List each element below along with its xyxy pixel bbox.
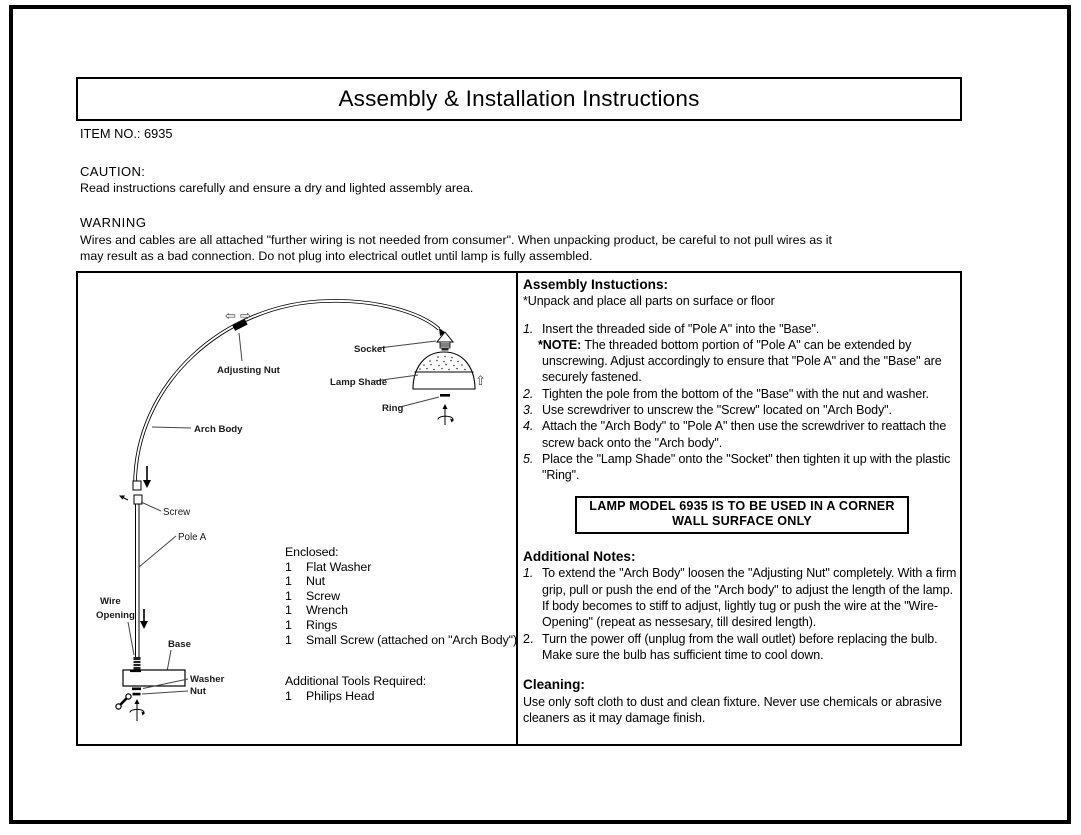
note-number: 2. [523,631,534,646]
down-arrow-icon [140,609,148,629]
warning-text [80,233,832,264]
note-item [523,631,961,664]
down-arrow-icon [143,466,151,488]
item-qty: 1 [285,688,292,703]
label-base: Base [168,639,191,650]
assembly-steps [523,321,961,484]
list-item [285,574,517,589]
warning-box-line: LAMP MODEL 6935 IS TO BE USED IN A CORNER [589,498,895,513]
warning-box-line: WALL SURFACE ONLY [672,514,812,529]
slide-arrows-icon: ⇦ ⇨ [225,309,251,324]
label-nut: Nut [190,686,206,697]
enclosed-title: Enclosed: [285,545,339,559]
list-item [285,589,517,604]
note-text: Turn the power off (unplug from the wall outlet) before replacing the bulb. Make sure the bulb has sufficient time to cool down. [542,631,938,662]
list-item [285,560,517,575]
step-text: Attach the "Arch Body" to "Pole A" then use the screwdriver to reattach the screw back onto the "Arch body". [542,419,947,450]
label-washer: Washer [190,674,225,685]
arch-body-curve [135,301,439,485]
page-title: Assembly & Installation Instructions [338,86,700,111]
rotate-arrow-icon [438,404,454,425]
assembly-step [523,386,961,402]
item-name: Flat Washer [306,559,372,574]
instructions-column [516,273,964,744]
warning-line: Wires and cables are all attached "further wiring is not needed from consumer". When unpacking product, be careful to not pull wires as it [80,233,832,247]
label-screw: Screw [163,507,191,518]
note-text: To extend the "Arch Body" loosen the "Adjusting Nut" completely. With a firm grip, pull or push the end of the "Arch body" to adjust the length of the lamp. If body becomes to stiff to adjust, lightly tug or push the wire at the "Wire-Opening" (repeat as nessesary, till desired length). [542,566,957,630]
pole-shape [136,504,140,657]
additional-notes-list [523,565,961,663]
step-number: 1. [523,321,534,336]
washer-shape [132,688,141,691]
item-qty: 1 [285,559,292,574]
step-text: Insert the threaded side of "Pole A" into the "Base". *NOTE: The threaded bottom portion of "Pole A" can be extended by unscrewing. Adjust accordingly to ensure that "Pole A" and the "Base" are securely fastened. [542,321,961,386]
item-qty: 1 [285,588,292,603]
item-qty: 1 [285,603,292,618]
label-lamp-shade: Lamp Shade [330,377,388,388]
tools-required-title: Additional Tools Required: [285,674,427,689]
socket-shape [437,328,453,351]
rotate-arrow-icon [130,699,145,721]
label-ring: Ring [382,403,404,414]
note-number: 1. [523,566,534,581]
label-arch-body: Arch Body [194,424,243,435]
warning-line: may result as a bad connection. Do not plug into electrical outlet until lamp is fully assembled. [80,248,593,263]
main-content-box [76,271,962,746]
item-number: ITEM NO.: 6935 [80,126,173,141]
item-name: Philips Head [306,688,375,703]
item-qty: 1 [285,574,292,589]
label-wire: Wire [100,596,121,607]
item-name: Nut [306,574,325,589]
assembly-step [523,451,961,484]
list-item [285,689,517,704]
additional-notes-heading: Additional Notes: [523,549,636,565]
document-title-box [76,77,962,121]
caution-heading: CAUTION: [80,164,146,179]
item-name: Rings [306,617,338,632]
item-qty: 1 [285,632,292,647]
warning-heading: WARNING [80,215,147,230]
note-item [523,565,961,630]
step-number: 2. [523,386,534,401]
cleaning-heading: Cleaning: [523,677,585,693]
arch-end-connector [133,481,141,490]
label-opening: Opening [96,610,135,621]
base-shape [123,670,185,687]
list-item [285,633,517,648]
item-name: Screw [306,588,340,603]
item-name: Wrench [306,603,348,618]
assembly-step [523,418,961,451]
step-number: 4. [523,419,534,434]
screw-arrow-icon [119,496,128,501]
step-note: *NOTE: The threaded bottom portion of "Pole A" can be extended by unscrewing. Adjust accordingly to ensure that "Pole A" and the "Base" are securely fastened. [538,337,942,385]
cleaning-text: Use only soft cloth to dust and clean fixture. Never use chemicals or abrasive cleaners as it may damage finish. [523,694,942,725]
list-item [285,603,517,618]
assembly-step [523,321,961,386]
label-socket: Socket [354,344,386,355]
step-number: 5. [523,451,534,466]
assembly-instructions-heading: Assembly Instuctions: [523,277,669,292]
wrench-icon [116,694,131,709]
assembly-step [523,402,961,418]
pole-top-connector [134,495,142,504]
list-item [285,618,517,633]
lift-arrow-icon: ⇧ [475,374,486,389]
step-text: Tighten the pole from the bottom of the "Base" with the nut and washer. [542,386,929,401]
label-adjusting-nut: Adjusting Nut [217,365,280,376]
ring-shape [440,394,450,397]
label-pole-a: Pole A [178,532,207,543]
item-name: Small Screw (attached on "Arch Body") [306,632,518,647]
item-qty: 1 [285,617,292,632]
assembly-intro: *Unpack and place all parts on surface or floor [523,294,775,309]
pole-thread-shape [134,657,141,670]
lamp-shade-shape [413,352,475,389]
enclosed-parts-list [285,545,517,703]
step-text: Place the "Lamp Shade" onto the "Socket" then tighten it up with the plastic "Ring". [542,451,951,483]
caution-text: Read instructions carefully and ensure a dry and lighted assembly area. [80,181,474,195]
note-label: *NOTE: [538,337,582,352]
step-number: 3. [523,403,534,418]
nut-shape [133,693,141,696]
step-text: Use screwdriver to unscrew the "Screw" located on "Arch Body". [542,403,892,418]
corner-use-warning-box [575,496,909,535]
